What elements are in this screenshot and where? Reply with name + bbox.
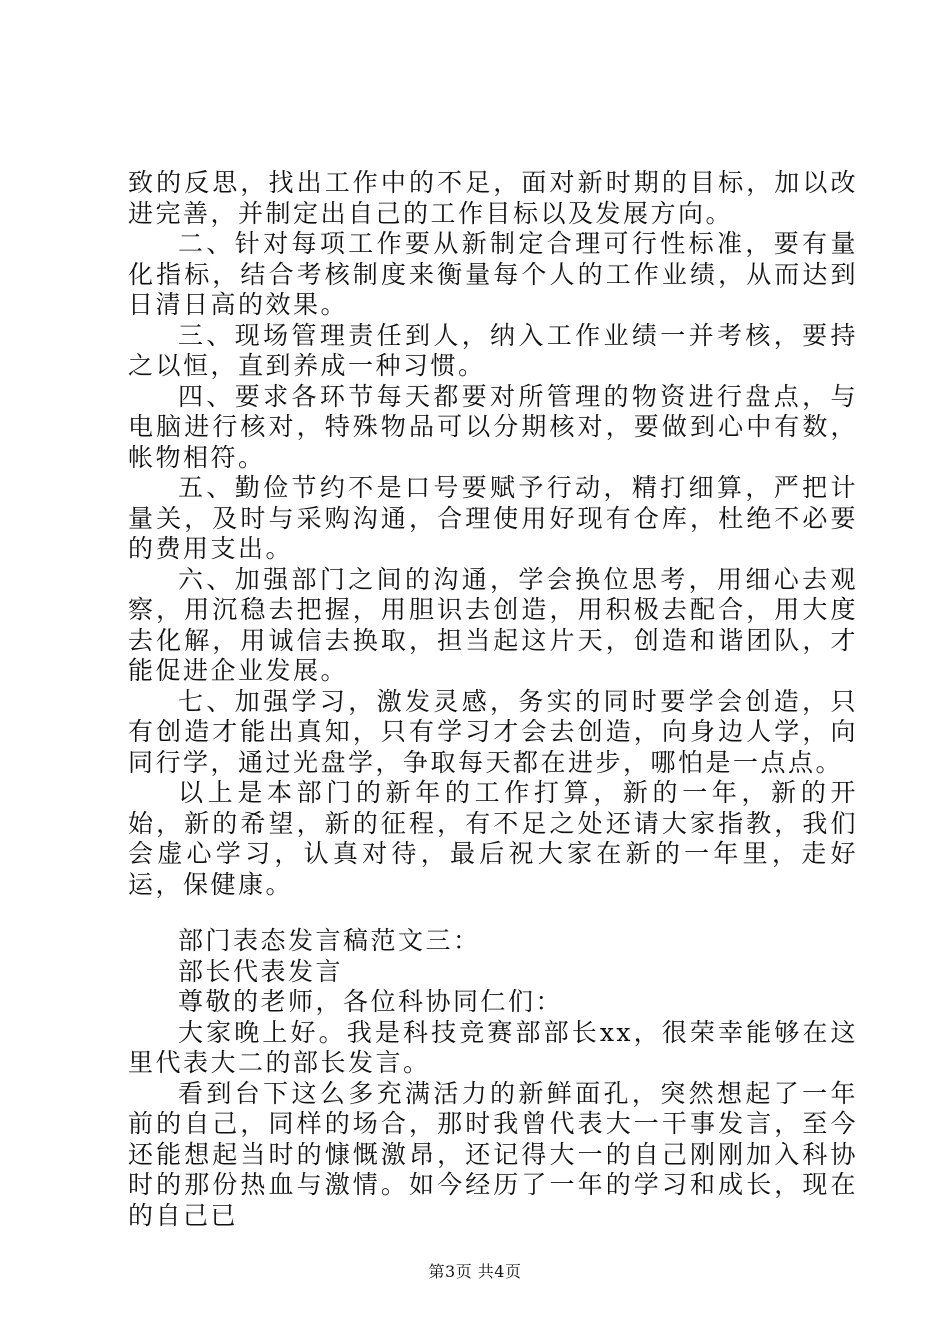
paragraph: 二、针对每项工作要从新制定合理可行性标准，要有量化指标，结合考核制度来衡量每个人的工作业绩，从而达到日清日高的效果。 <box>128 229 858 319</box>
paragraph: 以上是本部门的新年的工作打算，新的一年，新的开始，新的希望，新的征程，有不足之处还请大家指教，我们会虚心学习，认真对待，最后祝大家在新的一年里，走好运，保健康。 <box>128 778 858 899</box>
paragraph-group-after <box>128 926 858 1231</box>
paragraph: 七、加强学习，激发灵感，务实的同时要学会创造，只有创造才能出真知，只有学习才会去创造，向身边人学，向同行学，通过光盘学，争取每天都在进步，哪怕是一点点。 <box>128 686 858 777</box>
paragraph: 大家晚上好。我是科技竞赛部部长xx，很荣幸能够在这里代表大二的部长发言。 <box>128 1017 858 1077</box>
document-body <box>128 168 858 1231</box>
page-footer: 第3页 共4页 <box>428 1262 522 1281</box>
paragraph: 部门表态发言稿范文三： <box>178 926 481 955</box>
paragraph-gap <box>128 900 858 926</box>
paragraph: 六、加强部门之间的沟通，学会换位思考，用细心去观察，用沉稳去把握，用胆识去创造，用积极去配合，用大度去化解，用诚信去换取，担当起这片天，创造和谐团队，才能促进企业发展。 <box>128 564 858 685</box>
paragraph-group-before <box>128 168 858 900</box>
paragraph: 三、现场管理责任到人，纳入工作业绩一并考核，要持之以恒，直到养成一种习惯。 <box>128 320 858 380</box>
paragraph: 致的反思，找出工作中的不足，面对新时期的目标，加以改进完善，并制定出自己的工作目标以及发展方向。 <box>128 168 858 228</box>
paragraph: 四、要求各环节每天都要对所管理的物资进行盘点，与电脑进行核对，特殊物品可以分期核对，要做到心中有数，帐物相符。 <box>128 381 858 472</box>
paragraph: 五、勤俭节约不是口号要赋予行动，精打细算，严把计量关，及时与采购沟通，合理使用好现有仓库，杜绝不必要的费用支出。 <box>128 473 858 563</box>
paragraph: 尊敬的老师，各位科协同仁们： <box>178 987 564 1016</box>
paragraph: 部长代表发言 <box>178 956 344 986</box>
paragraph: 看到台下这么多充满活力的新鲜面孔，突然想起了一年前的自己，同样的场合，那时我曾代表大一干事发言，至今还能想起当时的慷慨激昂，还记得大一的自己刚刚加入科协时的那份热血与激情。如今经历了一年的学习和成长，现在的自己已 <box>128 1078 858 1230</box>
